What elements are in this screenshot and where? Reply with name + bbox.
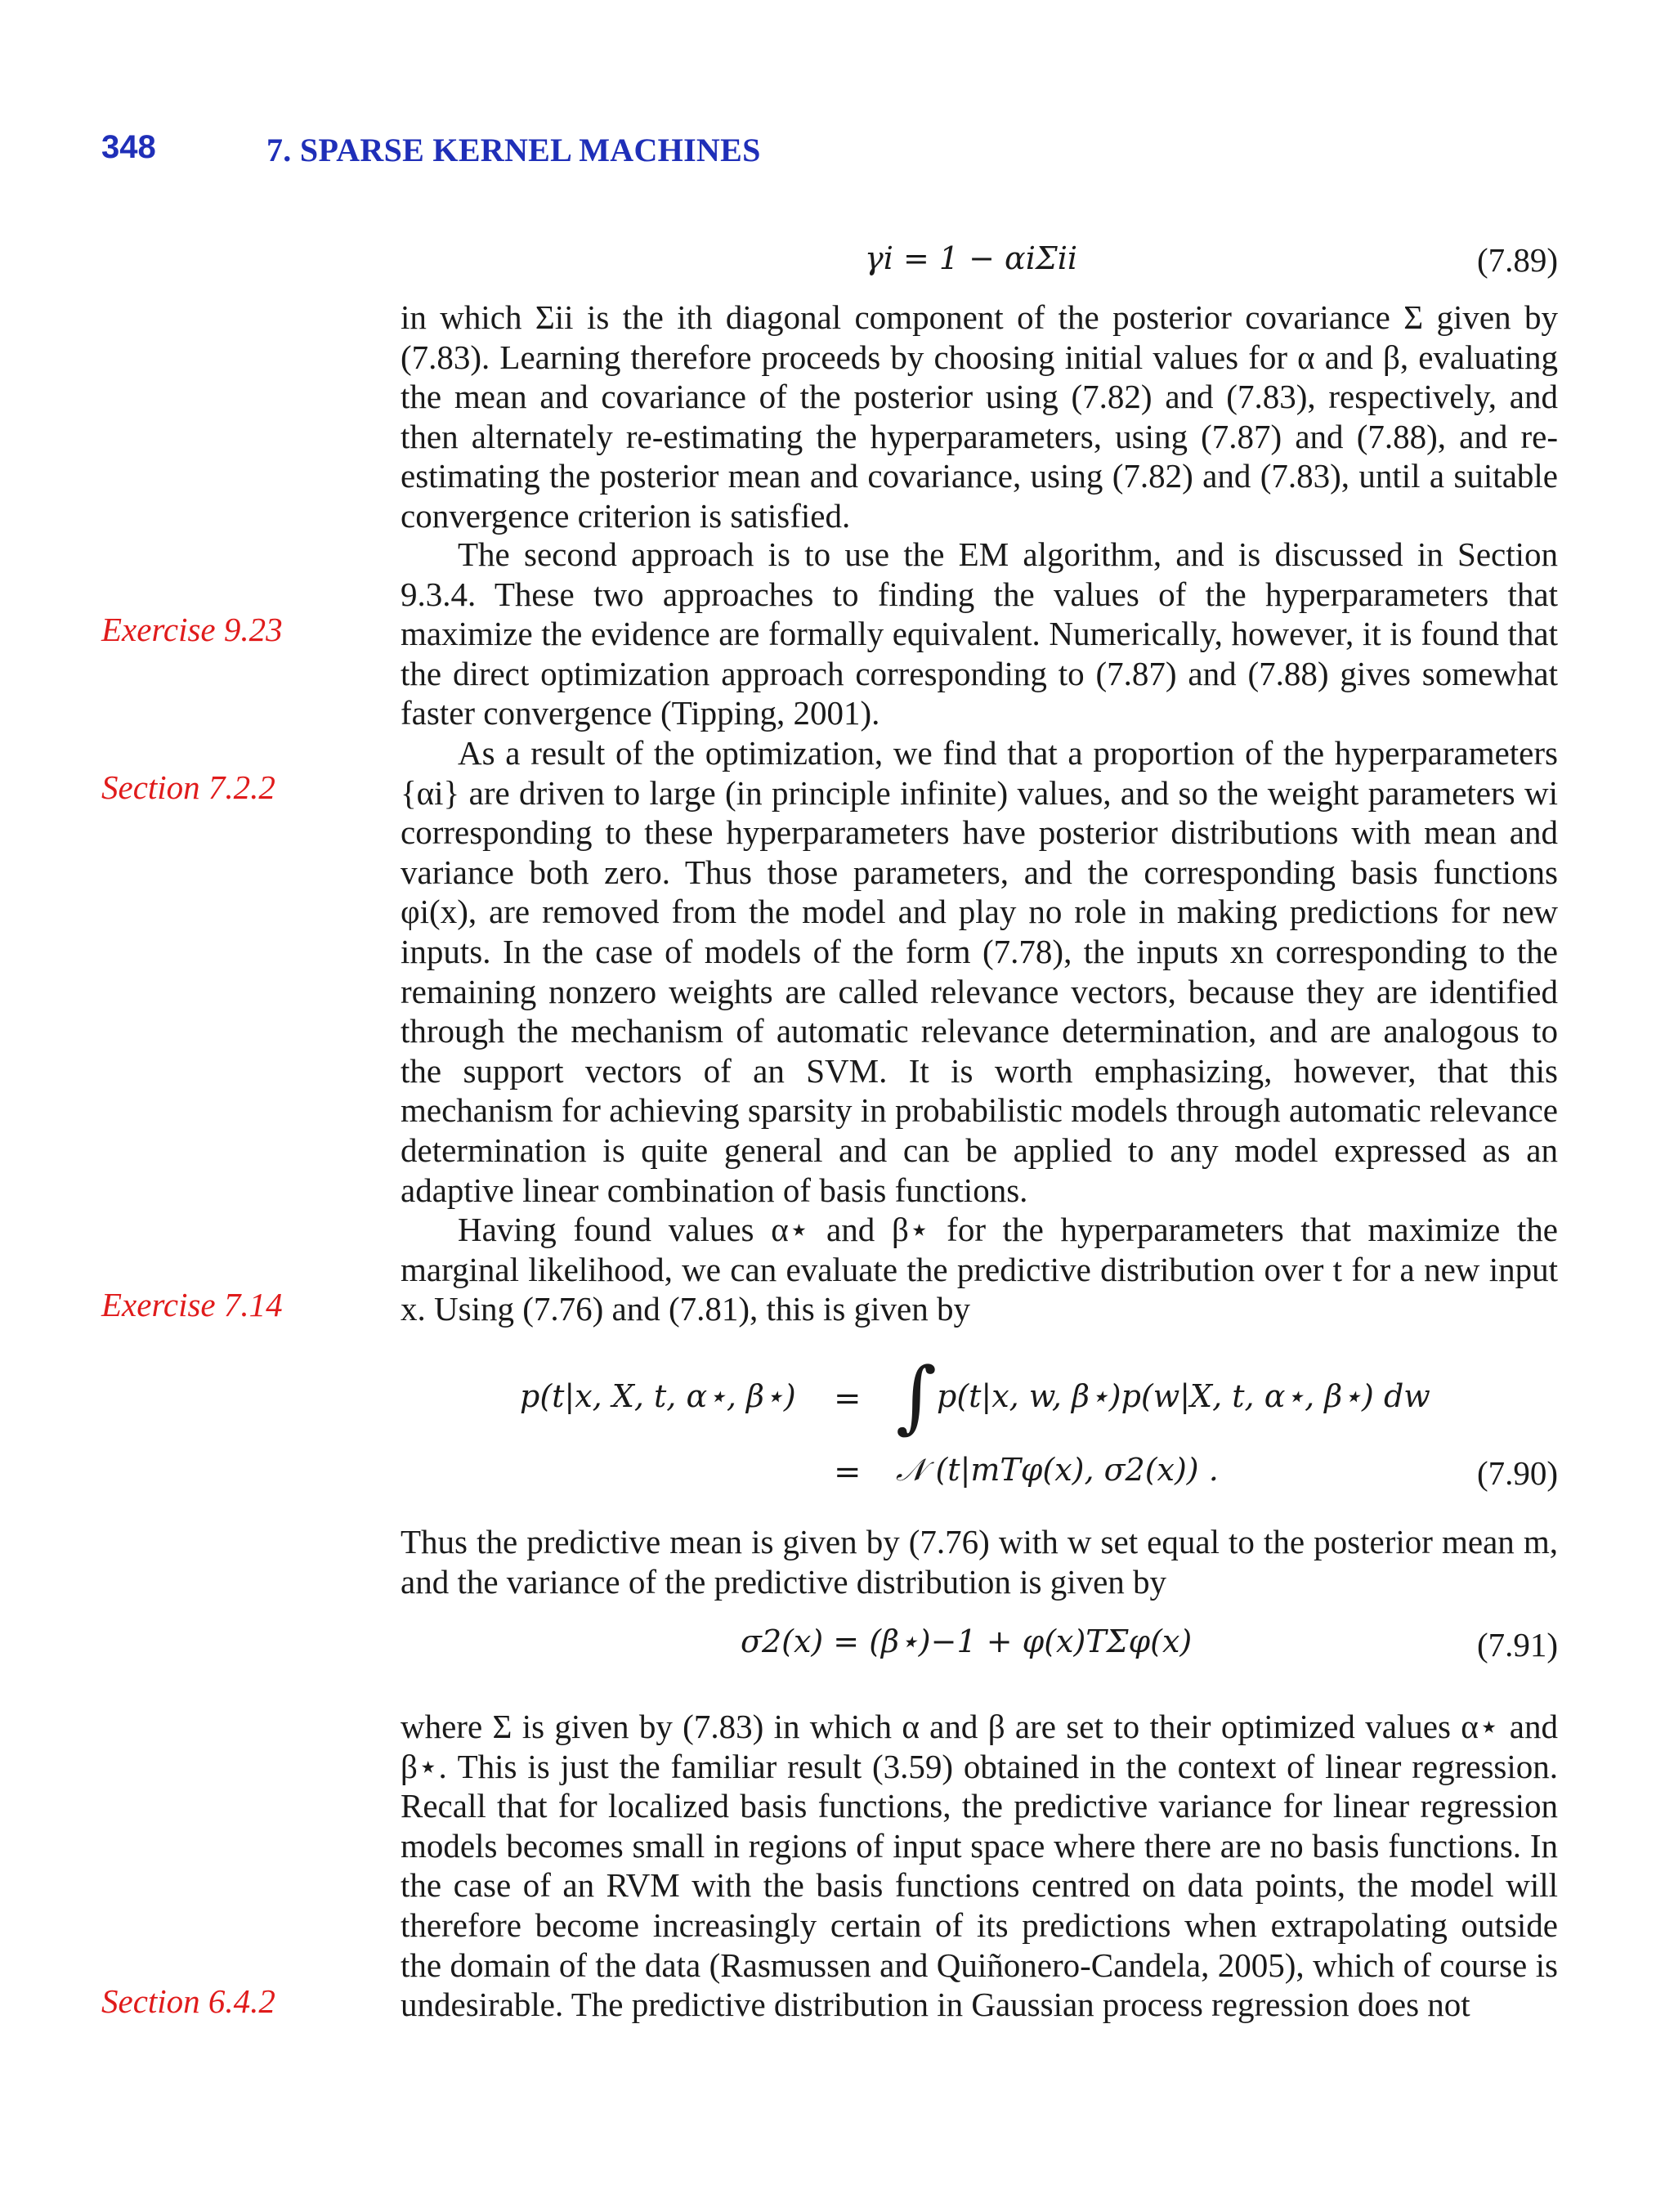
- paragraph-5: Thus the predictive mean is given by (7.76) with w set equal to the posterior mean m, and the variance of the predictive distribution is given by: [401, 1523, 1558, 1601]
- chapter-title: 7. SPARSE KERNEL MACHINES: [266, 132, 761, 168]
- paragraph-6: where Σ is given by (7.83) in which α and β are set to their optimized values α⋆ and β⋆. This is just the familiar result (3.59) obtained in the context of linear regression. Recall that for localized basis functions, the predictive variance for linear regression models becomes small in regions of input space where there are no basis functions. In the case of an RVM with the basis functions centred on data points, the model will therefore become increasingly certain of its predictions when extrapolating outside the domain of the data (Rasmussen and Quiñonero-Candela, 2005), which of course is undesirable. The predictive distribution in Gaussian process regression does not: [401, 1708, 1558, 2024]
- integral-sign-icon: ∫: [896, 1350, 938, 1442]
- equation-number-7-90: (7.90): [1476, 1454, 1558, 1492]
- margin-note-exercise-7-14[interactable]: Exercise 7.14: [101, 1286, 283, 1323]
- paragraph-1: in which Σii is the ith diagonal component of the posterior covariance Σ given by (7.83). Learning therefore proceeds by choosing initial values for α and β, evaluating the mean and covariance of the posterior using (7.82) and (7.83), respectively, and then alternately re-estimating the hyperparameters, using (7.87) and (7.88), and re-estimating the posterior mean and covariance, using (7.82) and (7.83), until a suitable convergence criterion is satisfied.: [401, 298, 1558, 535]
- margin-note-exercise-9-23[interactable]: Exercise 9.23: [101, 611, 283, 648]
- paragraph-2: The second approach is to use the EM algorithm, and is discussed in Section 9.3.4. These two approaches to finding the values of the hyperparameters that maximize the evidence are formally equivalent. Numerically, however, it is found that the direct optimization approach corresponding to (7.87) and (7.88) gives somewhat faster convergence (Tipping, 2001).: [401, 535, 1558, 732]
- equation-7-90-rhs-1: p(t|x, w, β⋆)p(w|X, t, α⋆, β⋆) dw: [937, 1378, 1430, 1414]
- equation-7-89: γi = 1 − αiΣii: [865, 240, 1078, 276]
- equation-7-90-lhs: p(t|x, X, t, α⋆, β⋆): [520, 1378, 796, 1414]
- paragraph-3: As a result of the optimization, we find that a proportion of the hyperparameters {αi} are driven to large (in principle infinite) values, and so the weight parameters wi corresponding to these hyperparameters have posterior distributions with mean and variance both zero. Thus those parameters, and the corresponding basis functions φi(x), are removed from the model and play no role in making predictions for new inputs. In the case of models of the form (7.78), the inputs xn corresponding to the remaining nonzero weights are called relevance vectors, because they are identified through the mechanism of automatic relevance determination, and are analogous to the support vectors of an SVM. It is worth emphasizing, however, that this mechanism for achieving sparsity in probabilistic models through automatic relevance determination is quite general and can be applied to any model expressed as an adaptive linear combination of basis functions.: [401, 734, 1558, 1209]
- equation-7-91: σ2(x) = (β⋆)−1 + φ(x)TΣφ(x): [741, 1623, 1193, 1659]
- equation-7-90-equals-1: =: [834, 1380, 862, 1417]
- equation-7-90-equals-2: =: [834, 1453, 862, 1491]
- equation-7-90-rhs-2: 𝒩 (t|mTφ(x), σ2(x)) .: [896, 1452, 1219, 1488]
- margin-note-section-7-2-2[interactable]: Section 7.2.2: [101, 768, 275, 806]
- paragraph-4: Having found values α⋆ and β⋆ for the hyperparameters that maximize the marginal likelihood, we can evaluate the predictive distribution over t for a new input x. Using (7.76) and (7.81), this is given by: [401, 1211, 1558, 1328]
- page-number: 348: [101, 129, 156, 165]
- equation-number-7-89: (7.89): [1476, 241, 1558, 279]
- equation-number-7-91: (7.91): [1476, 1626, 1558, 1663]
- margin-note-section-6-4-2[interactable]: Section 6.4.2: [101, 1982, 275, 2020]
